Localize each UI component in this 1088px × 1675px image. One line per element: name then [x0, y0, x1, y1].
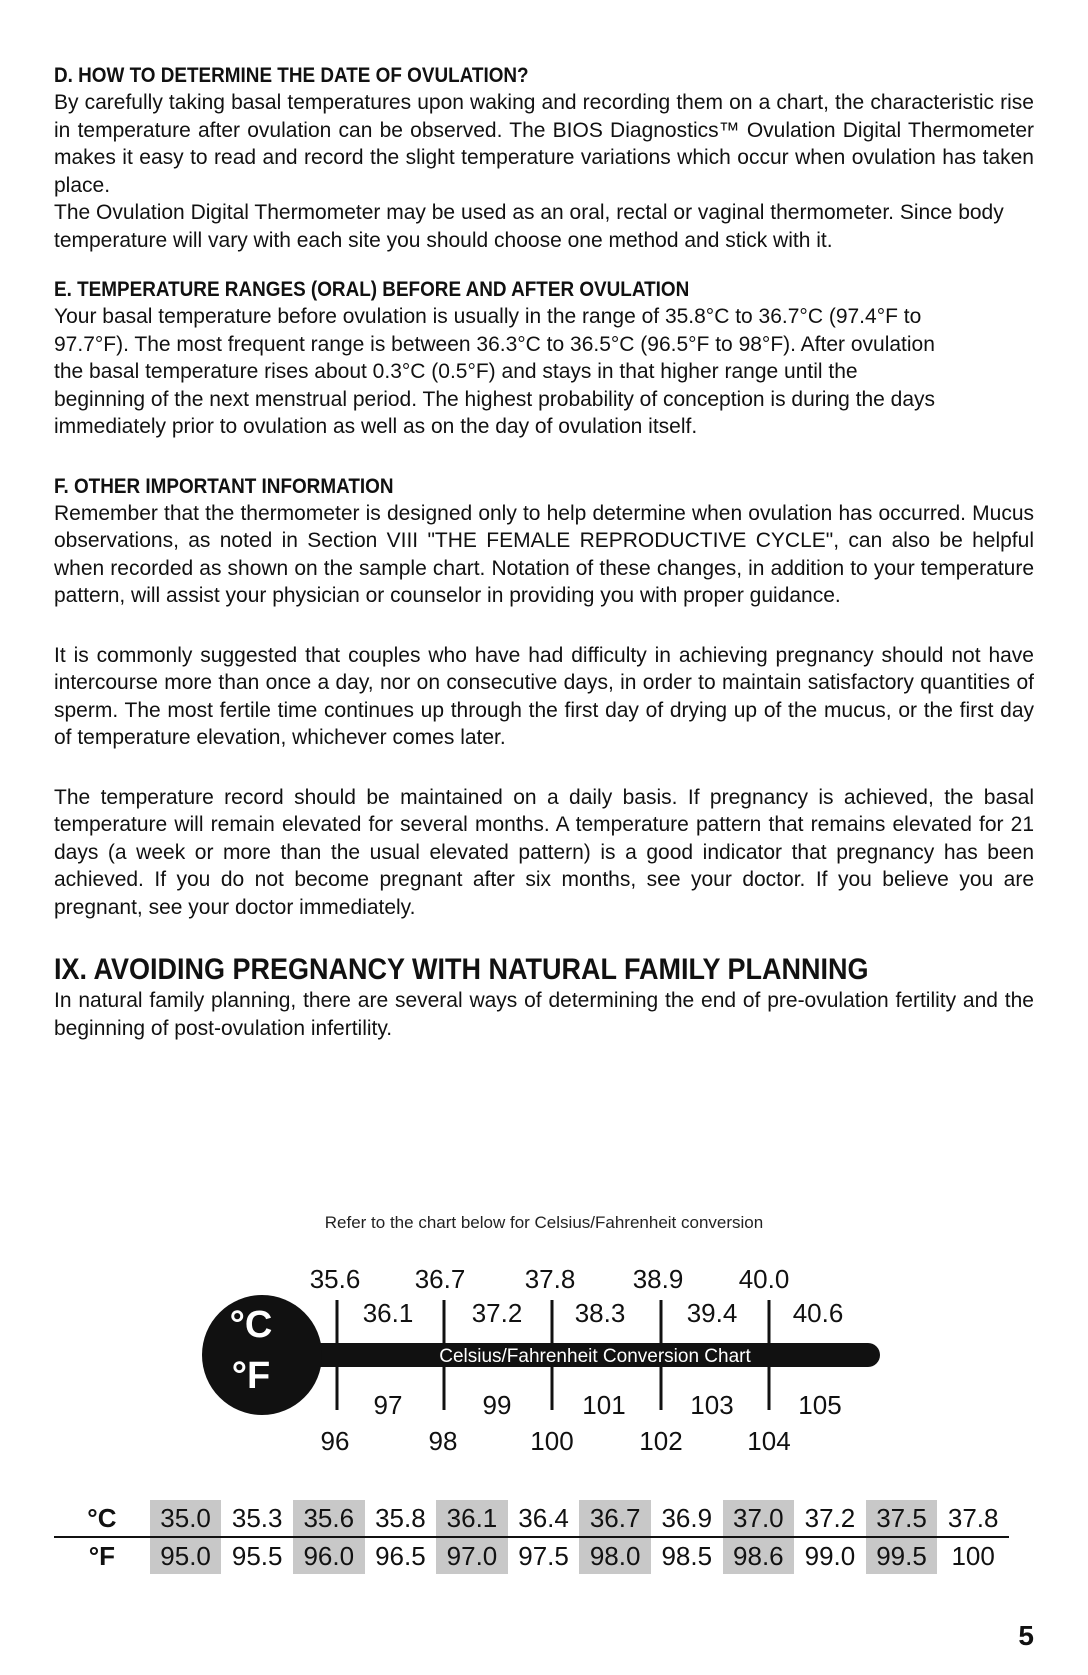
fahrenheit-cell: 99.5	[866, 1537, 938, 1574]
celsius-major-label: 37.8	[524, 1264, 576, 1294]
celsius-minor-label: 39.4	[686, 1298, 738, 1328]
section-ix-body	[54, 987, 1034, 1042]
celsius-row-header: °C	[54, 1500, 150, 1537]
fahrenheit-cell: 100	[951, 1540, 995, 1571]
celsius-cell: 35.3	[221, 1500, 293, 1537]
celsius-cell: 36.9	[651, 1500, 723, 1537]
fahrenheit-cell: 95.5	[231, 1540, 283, 1571]
section-e-title: E. TEMPERATURE RANGES (ORAL) BEFORE AND AFTER OVULATION	[54, 278, 690, 301]
section-d-body	[54, 89, 1034, 254]
fahrenheit-row	[54, 1537, 1009, 1574]
section-f-title: F. OTHER IMPORTANT INFORMATION	[54, 474, 394, 498]
celsius-cell: 35.8	[365, 1500, 437, 1537]
fahrenheit-cell: 98.6	[723, 1537, 795, 1574]
section-ix-paragraph-1: In natural family planning, there are several ways of determining the end of pre-ovulation fertility and the beginning of post-ovulation infertility.	[54, 989, 1034, 1040]
section-e-paragraph-1: Your basal temperature before ovulation is usually in the range of 35.8°C to 36.7°C (97.4°F to 97.7°F). The most frequent range is between 36.3°C to 36.5°C (96.5°F to 98°F). After ovulation the basal temperature rises about 0.3°C (0.5°F) and stays in that higher range until the beginning of the next menstrual period. The highest probability of conception is during the days immediately prior to ovulation as well as on the day of ovulation itself.	[54, 305, 936, 438]
section-f-paragraph-3: The temperature record should be maintained on a daily basis. If pregnancy is achieved, the basal temperature will remain elevated for several months. A temperature pattern that remains elevated for 21 days (a week or more than the usual elevated pattern) is a good indicator that pregnancy has been achieved. If you do not become pregnant after six months, see your doctor. If you believe you are pregnant, see your doctor immediately.	[54, 785, 1034, 919]
celsius-major-label: 40.0	[738, 1264, 790, 1294]
celsius-row	[54, 1500, 1009, 1537]
bulb-fahrenheit-label: °F	[231, 1355, 271, 1397]
celsius-minor-label: 36.1	[362, 1298, 414, 1328]
fahrenheit-cell: 96.5	[375, 1540, 426, 1571]
fahrenheit-minor-label: 100	[530, 1426, 574, 1456]
celsius-cell: 35.0	[150, 1500, 222, 1537]
section-ix-title: IX. AVOIDING PREGNANCY WITH NATURAL FAMILY PLANNING	[54, 953, 869, 986]
section-f-paragraph-1: Remember that the thermometer is designed only to help determine when ovulation has occurred. Mucus observations, as noted in Section VIII "THE FEMALE REPRODUCTIVE CYCLE", can also be helpful when recorded as shown on the sample chart. Notation of these changes, in addition to your temperature pattern, will assist your physician or counselor in providing you with proper guidance.	[54, 501, 1034, 607]
fahrenheit-cell: 98.5	[661, 1540, 713, 1571]
fahrenheit-minor-label: 102	[639, 1426, 683, 1456]
fahrenheit-major-label: 103	[690, 1390, 734, 1420]
celsius-major-label: 38.9	[632, 1264, 684, 1294]
celsius-major-label: 36.7	[414, 1264, 466, 1294]
fahrenheit-cell: 96.0	[293, 1537, 365, 1574]
celsius-cell: 37.0	[723, 1500, 795, 1537]
fahrenheit-major-label: 97	[373, 1390, 403, 1420]
section-e-body	[54, 303, 1034, 441]
section-d-title: D. HOW TO DETERMINE THE DATE OF OVULATION?	[54, 64, 529, 87]
celsius-cell: 37.8	[937, 1500, 1009, 1537]
celsius-cell: 35.6	[293, 1500, 365, 1537]
fahrenheit-row-header: °F	[88, 1540, 116, 1571]
fahrenheit-minor-label: 96	[320, 1426, 350, 1456]
fahrenheit-major-label: 105	[798, 1390, 842, 1420]
celsius-cell: 36.1	[436, 1500, 508, 1537]
celsius-cell: 36.4	[508, 1500, 580, 1537]
fahrenheit-cell: 97.0	[436, 1537, 508, 1574]
conversion-table	[54, 1500, 1009, 1574]
page-content	[54, 62, 1034, 1042]
fahrenheit-cell: 97.5	[518, 1540, 569, 1571]
section-f-paragraph-2: It is commonly suggested that couples who have had difficulty in achieving pregnancy should not have intercourse more than once a day, nor on consecutive days, in order to maintain satisfactory quantities of sperm. The most fertile time continues up through the first day of drying up of the mucus, or the first day of temperature elevation, whichever comes later.	[54, 643, 1034, 749]
celsius-cell: 37.5	[866, 1500, 938, 1537]
section-d-paragraph-2: The Ovulation Digital Thermometer may be used as an oral, rectal or vaginal thermometer. Since body temperature will vary with each site you should choose one method and stick with it.	[54, 201, 1004, 252]
fahrenheit-cell: 95.0	[150, 1537, 222, 1574]
fahrenheit-cell: 99.0	[804, 1540, 856, 1571]
fahrenheit-cell: 98.0	[579, 1537, 651, 1574]
celsius-cell: 37.2	[794, 1500, 866, 1537]
celsius-minor-label: 40.6	[792, 1298, 844, 1328]
celsius-major-label: 35.6	[309, 1264, 361, 1294]
celsius-minor-label: 37.2	[471, 1298, 523, 1328]
conversion-thermometer-chart	[0, 1240, 1088, 1470]
celsius-cell: 36.7	[579, 1500, 651, 1537]
fahrenheit-major-label: 101	[582, 1390, 626, 1420]
fahrenheit-minor-label: 98	[428, 1426, 458, 1456]
fahrenheit-minor-label: 104	[747, 1426, 791, 1456]
page-number: 5	[1018, 1620, 1034, 1651]
bulb-celsius-label: °C	[229, 1304, 273, 1346]
section-f-body	[54, 500, 1034, 922]
celsius-minor-label: 38.3	[574, 1298, 626, 1328]
section-d-paragraph-1: By carefully taking basal temperatures upon waking and recording them on a chart, the characteristic rise in temperature after ovulation can be observed. The BIOS Diagnostics™ Ovulation Digital Thermometer makes it easy to read and record the slight temperature variations which occur when ovulation has taken place.	[54, 91, 1034, 197]
fahrenheit-major-label: 99	[482, 1390, 512, 1420]
stem-label: Celsius/Fahrenheit Conversion Chart	[439, 1346, 751, 1367]
chart-caption: Refer to the chart below for Celsius/Fahrenheit conversion	[324, 1213, 764, 1232]
